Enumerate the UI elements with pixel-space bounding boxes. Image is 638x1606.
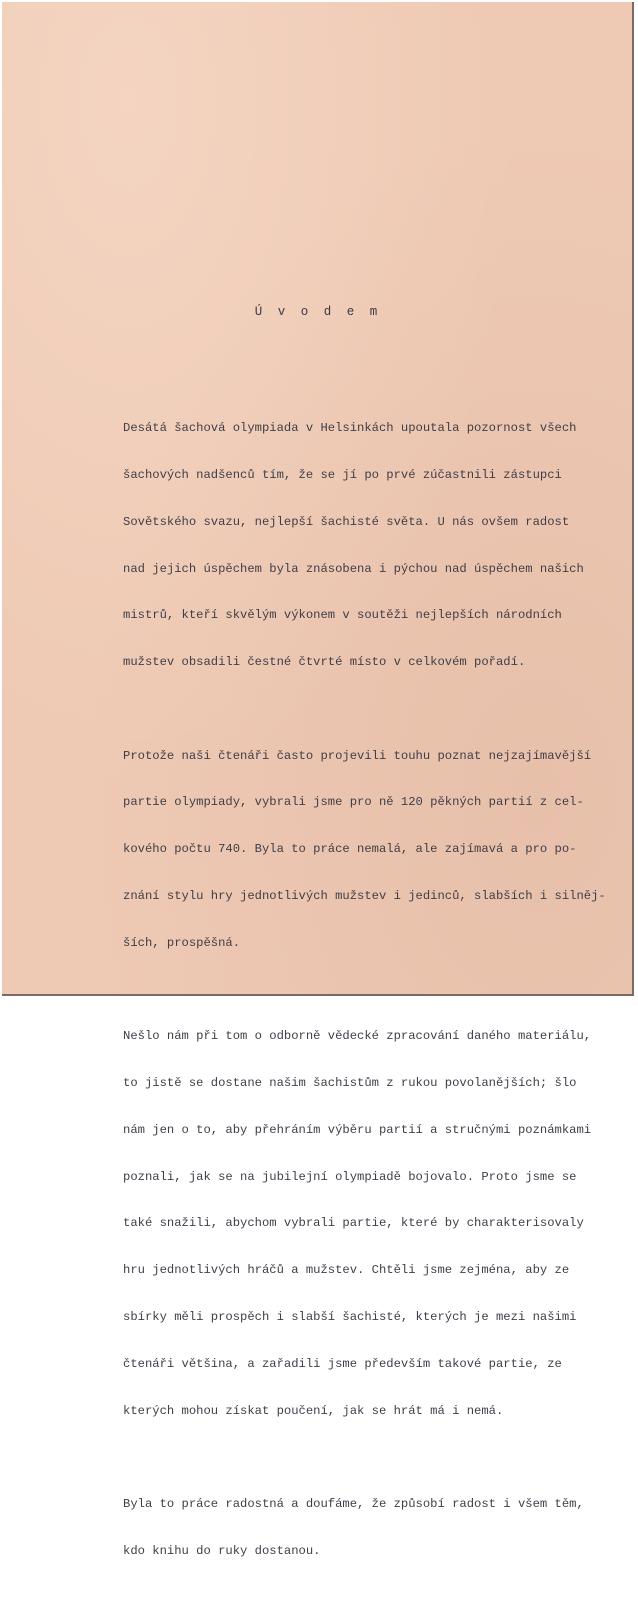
paragraph-3 (123, 998, 603, 1450)
text-line: partie olympiady, vybrali jsme pro ně 120 pěkných partií z cel- (123, 795, 584, 810)
text-line: sbírky měli prospěch i slabší šachisté, kterých je mezi našimi (123, 1310, 577, 1325)
paragraph-4 (123, 1466, 603, 1591)
text-line: Byla to práce radostná a doufáme, že způsobí radost i všem těm, (123, 1497, 584, 1512)
text-line: to jistě se dostane našim šachistům z rukou povolanějších; šlo (123, 1076, 577, 1091)
text-line: mistrů, kteří skvělým výkonem v soutěži nejlepších národních (123, 608, 562, 623)
text-line: nad jejich úspěchem byla znásobena i pýchou nad úspěchem našich (123, 561, 584, 576)
text-line: znání stylu hry jednotlivých mužstev i jedinců, slabších i silněj- (123, 889, 606, 903)
body-text (123, 390, 606, 1606)
text-line: ších, prospěšná. (123, 935, 241, 950)
text-line: čtenáři většina, a zařadili jsme především takové partie, ze (123, 1356, 562, 1371)
text-line: poznali, jak se na jubilejní olympiadě bojovalo. Proto jsme se (123, 1169, 577, 1184)
text-line: také snažili, abychom vybrali partie, které by charakterisovaly (123, 1216, 584, 1231)
text-line: mužstev obsadili čestné čtvrté místo v celkovém pořadí. (123, 655, 526, 670)
text-line: Protože naši čtenáři často projevili touhu poznat nejzajímavější (123, 748, 592, 763)
text-line: nám jen o to, aby přehráním výběru partií a stručnými poznámkami (123, 1122, 592, 1137)
paragraph-1 (123, 390, 603, 702)
text-line: kového počtu 740. Byla to práce nemalá, ale zajímavá a pro po- (123, 842, 577, 857)
text-line: kterých mohou získat poučení, jak se hrát má i nemá. (123, 1403, 504, 1418)
page-heading: Ú v o d e m (254, 305, 382, 319)
text-line: Desátá šachová olympiada v Helsinkách upoutala pozornost všech (123, 421, 577, 436)
paragraph-2 (123, 717, 606, 982)
text-line: Sovětského svazu, nejlepší šachisté světa. U nás ovšem radost (123, 514, 570, 529)
text-line: Nešlo nám při tom o odborně vědecké zpracování daného materiálu, (123, 1029, 592, 1044)
text-line: hru jednotlivých hráčů a mužstev. Chtěli jsme zejména, aby ze (123, 1263, 570, 1278)
document-page (2, 2, 634, 1558)
text-line: šachových nadšenců tím, že se jí po prvé zúčastnili zástupci (123, 467, 562, 482)
text-line: kdo knihu do ruky dostanou. (123, 1543, 321, 1558)
